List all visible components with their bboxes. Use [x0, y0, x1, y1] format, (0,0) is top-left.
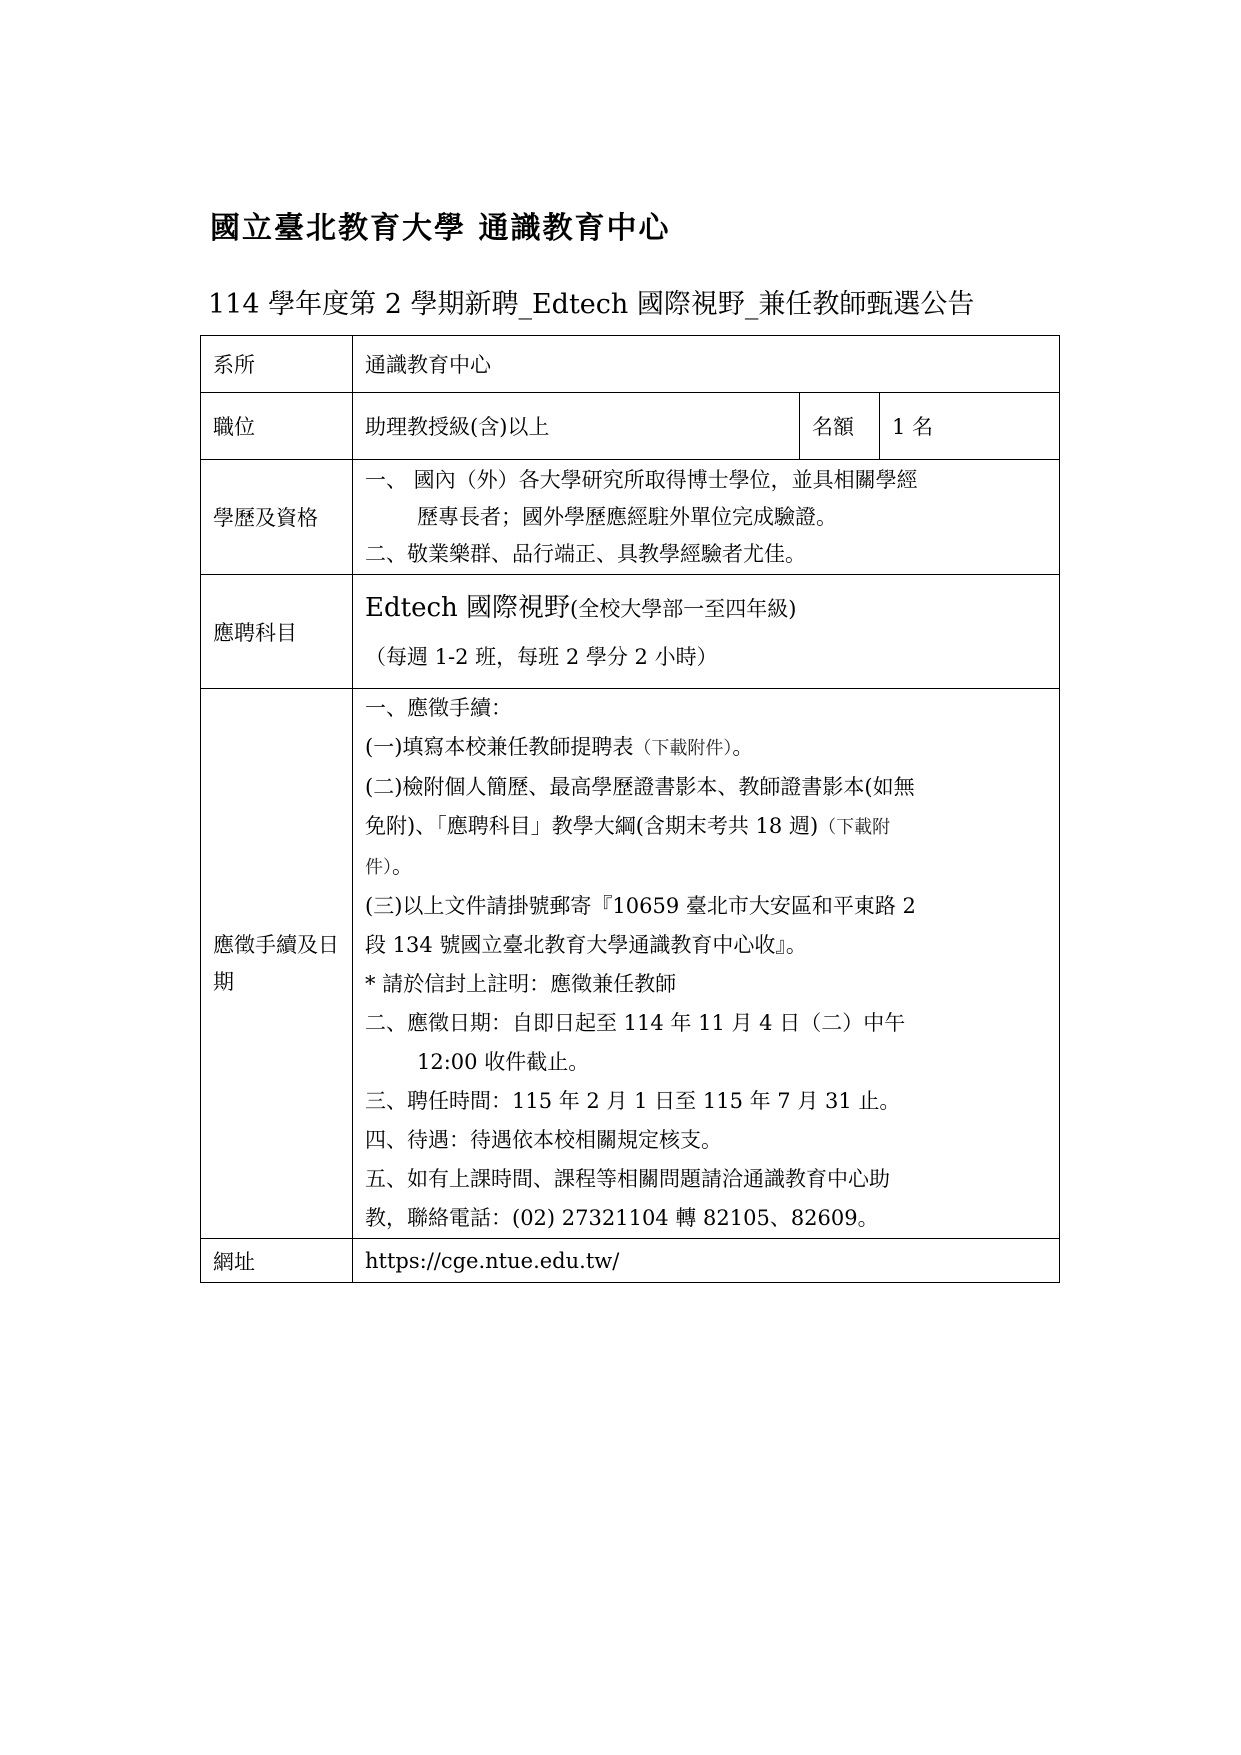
- procedure-line: 教，聯絡電話：(02) 27321104 轉 82105、82609。: [365, 1206, 879, 1230]
- announcement-subtitle: 114 學年度第 2 學期新聘_Edtech 國際視野_兼任教師甄選公告: [208, 289, 975, 320]
- quota-value: 1 名: [879, 393, 1059, 460]
- department-label: 系所: [201, 336, 353, 393]
- download-attachment-link[interactable]: （下載附件）: [633, 738, 733, 759]
- announcement-table: [200, 335, 1060, 1283]
- procedure-list: [353, 689, 1060, 1239]
- procedure-text: 免附)、「應聘科目」教學大綱(含期末考共 18 週): [365, 814, 819, 838]
- row-qualification: [201, 460, 1060, 575]
- row-website: [201, 1239, 1060, 1283]
- procedure-line: [365, 807, 1049, 847]
- website-link[interactable]: https://cge.ntue.edu.tw/: [353, 1239, 1060, 1283]
- course-name: Edtech 國際視野: [365, 593, 571, 623]
- procedure-line: (三)以上文件請掛號郵寄『10659 臺北市大安區和平東路 2: [365, 894, 916, 918]
- procedure-line: 四、待遇：待遇依本校相關規定核支。: [365, 1128, 722, 1152]
- qualification-label: 學歷及資格: [201, 460, 353, 575]
- row-subject: [201, 575, 1060, 689]
- position-value: 助理教授級(含)以上: [353, 393, 800, 460]
- procedure-text: (一)填寫本校兼任教師提聘表: [365, 735, 634, 759]
- procedure-line: 二、應徵日期：自即日起至 114 年 11 月 4 日（二）中午: [365, 1011, 906, 1035]
- row-position: [201, 393, 1060, 460]
- subject-label: 應聘科目: [201, 575, 353, 689]
- row-procedure: [201, 689, 1060, 1239]
- download-attachment-link[interactable]: （下載附: [818, 817, 891, 838]
- procedure-line: 一、應徵手續：: [365, 696, 512, 720]
- position-label: 職位: [201, 393, 353, 460]
- procedure-line: [365, 847, 1049, 887]
- qualification-list: [353, 460, 1060, 575]
- procedure-line: 段 134 號國立臺北教育大學通識教育中心收』。: [365, 933, 807, 957]
- website-label: 網址: [201, 1239, 353, 1283]
- procedure-line: 三、聘任時間：115 年 2 月 1 日至 115 年 7 月 31 止。: [365, 1089, 901, 1113]
- quota-label: 名額: [799, 393, 879, 460]
- procedure-text: 。: [732, 735, 754, 759]
- procedure-line: * 請於信封上註明：應徵兼任教師: [365, 972, 677, 996]
- procedure-line: 12:00 收件截止。: [417, 1050, 590, 1074]
- subject-cell: [353, 575, 1060, 689]
- qualification-item: 一、 國內（外）各大學研究所取得博士學位，並具相關學經: [365, 467, 918, 492]
- procedure-line: [365, 728, 1049, 768]
- download-attachment-link[interactable]: 件）: [365, 857, 392, 878]
- procedure-text: 。: [392, 854, 413, 878]
- course-schedule: （每週 1-2 班，每班 2 學分 2 小時）: [365, 645, 718, 669]
- page-title: 國立臺北教育大學 通識教育中心: [210, 211, 671, 246]
- procedure-label: 應徵手續及日期: [201, 689, 353, 1239]
- qualification-item: 二、敬業樂群、品行端正、具教學經驗者尤佳。: [365, 541, 806, 566]
- qualification-item: 歷專長者；國外學歷應經駐外單位完成驗證。: [417, 504, 837, 529]
- course-note: (全校大學部一至四年級): [570, 597, 797, 621]
- row-department: [201, 336, 1060, 393]
- department-value: 通識教育中心: [353, 336, 1060, 393]
- procedure-line: 五、如有上課時間、課程等相關問題請洽通識教育中心助: [365, 1167, 890, 1191]
- procedure-line: (二)檢附個人簡歷、最高學歷證書影本、教師證書影本(如無: [365, 775, 915, 799]
